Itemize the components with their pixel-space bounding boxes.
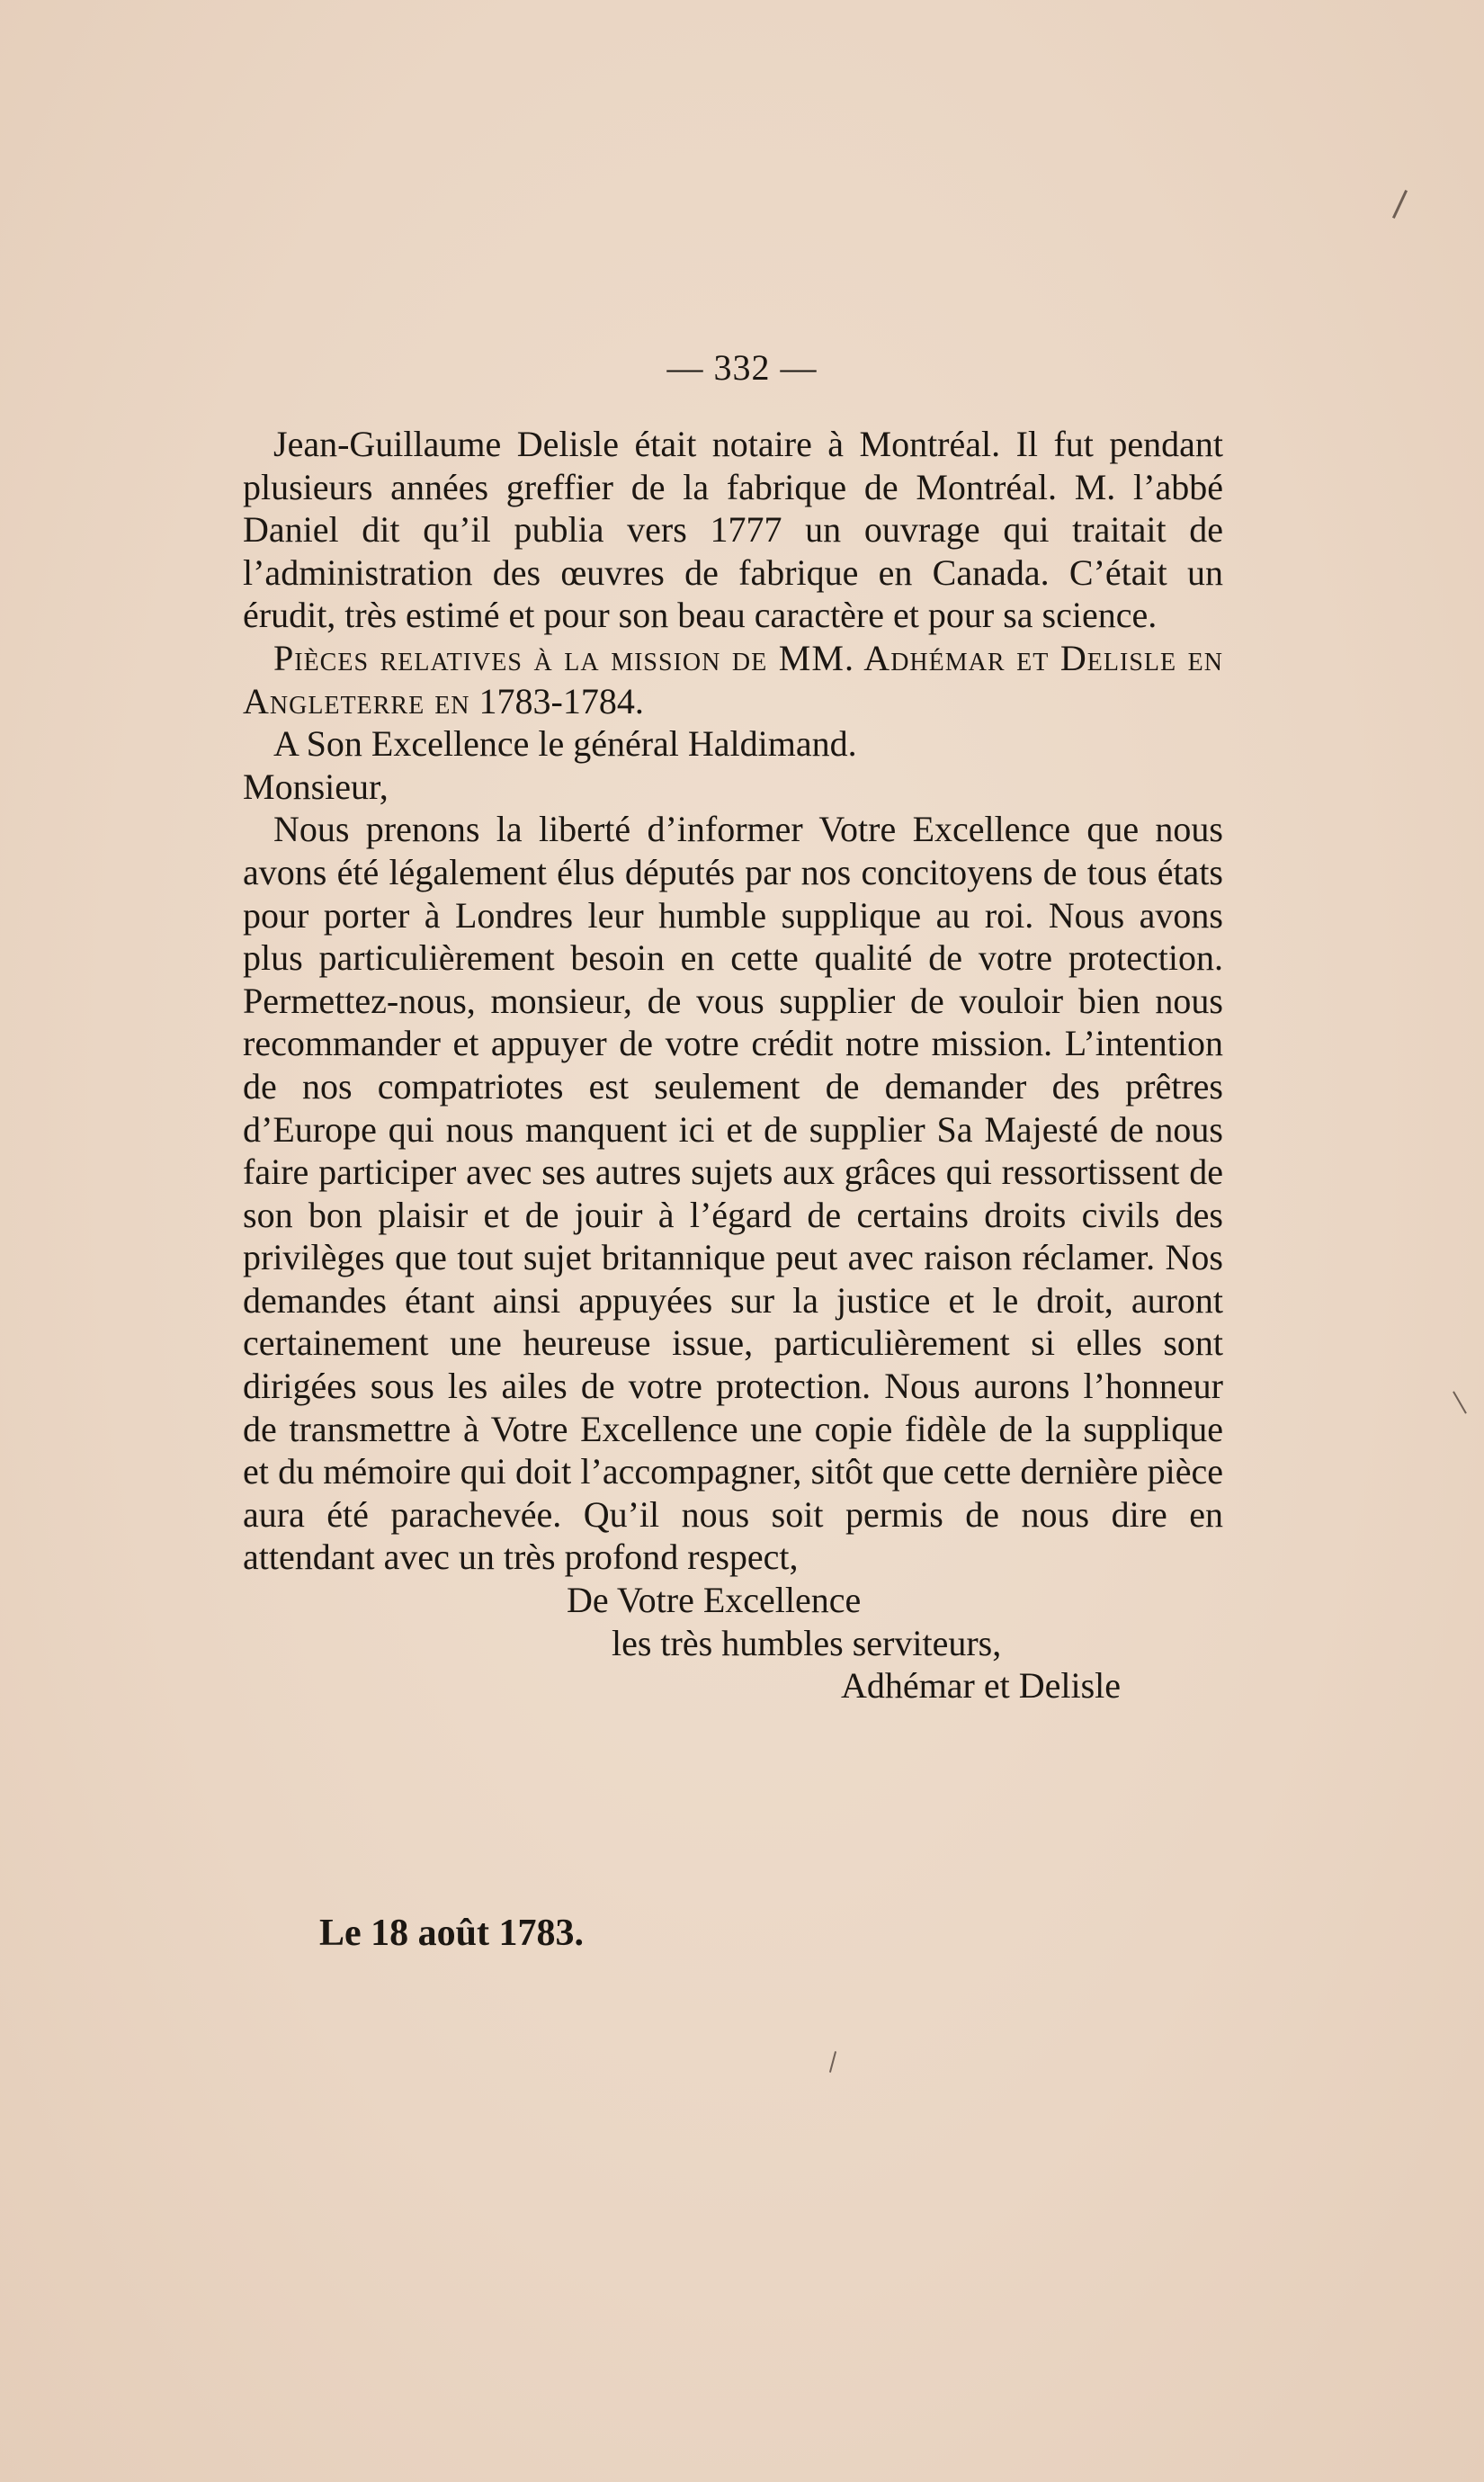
letter-body: Nous prenons la liberté d’informer Votre Excellence que nous avons été légalement élus députés par nos concitoyens de tous états pour porter à Londres leur humble supplique au roi. Nous avons plus particulièrement besoin en cette qualité de votre protection. Permettez-nous, monsieur, de vous supplier de vouloir bien nous recommander et appuyer de votre crédit notre mission. L’intention de nos compatriotes est seulement de demander des prêtres d’Europe qui nous manquent ici et de supplier Sa Majesté de nous faire participer avec ses autres sujets aux grâces qui ressortissent de son bon plaisir et de jouir à l’égard de certains droits civils des privilèges que tout sujet britannique peut avec raison réclamer. Nos demandes étant ainsi appuyées sur la justice et le droit, auront certainement une heureuse issue, particulièrement si elles sont dirigées sous les ailes de votre protection. Nous aurons l’honneur de transmettre à Votre Excellence une copie fidèle de la supplique et du mémoire qui doit l’accompagner, sitôt que cette dernière pièce aura été parachevée. Qu’il nous soit permis de nous dire en attendant avec un très profond respect,	[243, 809, 1223, 1578]
section-heading-caps: Pièces relatives à la mission de MM. Adhémar et Delisle en Angleterre en	[243, 637, 1223, 721]
date-line: Le 18 août 1783.	[319, 1913, 584, 1954]
closing-line-2: les très humbles serviteurs,	[612, 1622, 1002, 1663]
section-heading-dates: 1783-1784.	[478, 680, 644, 721]
addressee-line: A Son Excellence le général Haldimand.	[273, 723, 857, 765]
intro-paragraph: Jean-Guillaume Delisle était notaire à Montréal. Il fut pendant plusieurs années greffier de la fabrique de Montréal. M. l’abbé Daniel dit qu’il publia vers 1777 un ouvrage qui traitait de l’administration des œuvres de fabrique en Canada. C’était un érudit, très estimé et pour son beau caractère et pour sa science.	[243, 424, 1223, 636]
section-heading	[243, 637, 1223, 722]
page-number: — 332 —	[666, 347, 818, 388]
stray-mark-top	[1392, 190, 1408, 219]
body-text	[243, 423, 1223, 1707]
closing-line-1: De Votre Excellence	[567, 1580, 862, 1621]
salutation: Monsieur,	[243, 766, 389, 807]
stray-mark-right	[1453, 1391, 1467, 1413]
stray-mark-bottom	[829, 2051, 836, 2073]
signature: Adhémar et Delisle	[841, 1665, 1121, 1707]
